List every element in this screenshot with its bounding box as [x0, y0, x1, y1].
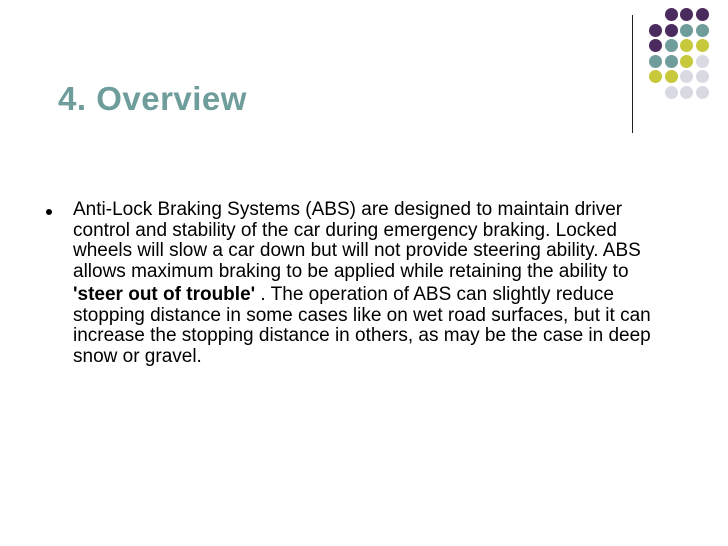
decorative-dot — [696, 86, 709, 99]
decorative-dot — [649, 24, 662, 37]
decorative-dot — [680, 8, 693, 21]
slide-title: 4. Overview — [58, 80, 247, 117]
decorative-dot — [696, 55, 709, 68]
decorative-dot — [665, 86, 678, 99]
decorative-dot — [649, 55, 662, 68]
bullet-text-part2: . The operation of ABS can slightly reduce stopping distance in some cases like on wet road surfaces, but it can increase the stopping distance in others, as may be the case in deep snow or gravel. — [73, 284, 651, 367]
decorative-dot — [680, 24, 693, 37]
decorative-dot — [649, 39, 662, 52]
decorative-dot — [665, 39, 678, 52]
bullet-dot-icon — [46, 209, 52, 215]
decorative-dot — [696, 39, 709, 52]
bullet-text-part2-line — [73, 285, 678, 367]
decorative-dot — [680, 70, 693, 83]
vertical-divider — [632, 15, 633, 133]
decorative-dot — [665, 24, 678, 37]
decorative-dot — [665, 55, 678, 68]
decorative-dot — [696, 8, 709, 21]
decorative-dot — [680, 86, 693, 99]
decorative-dot — [680, 39, 693, 52]
bullet-item — [42, 200, 682, 367]
bullet-text — [73, 200, 678, 367]
decorative-dot — [680, 55, 693, 68]
decorative-dot-grid — [0, 0, 728, 140]
decorative-dot — [696, 24, 709, 37]
bullet-text-highlight: 'steer out of trouble' — [73, 284, 256, 305]
decorative-dot — [665, 70, 678, 83]
bullet-text-part1: Anti-Lock Braking Systems (ABS) are designed to maintain driver control and stability of the car during emergency braking. Locked wheels will slow a car down but will not provide steering ability. ABS allows maximum braking to be applied while retaining the ability to — [73, 199, 641, 282]
decorative-dot — [665, 8, 678, 21]
decorative-dot — [649, 70, 662, 83]
decorative-dot — [696, 70, 709, 83]
